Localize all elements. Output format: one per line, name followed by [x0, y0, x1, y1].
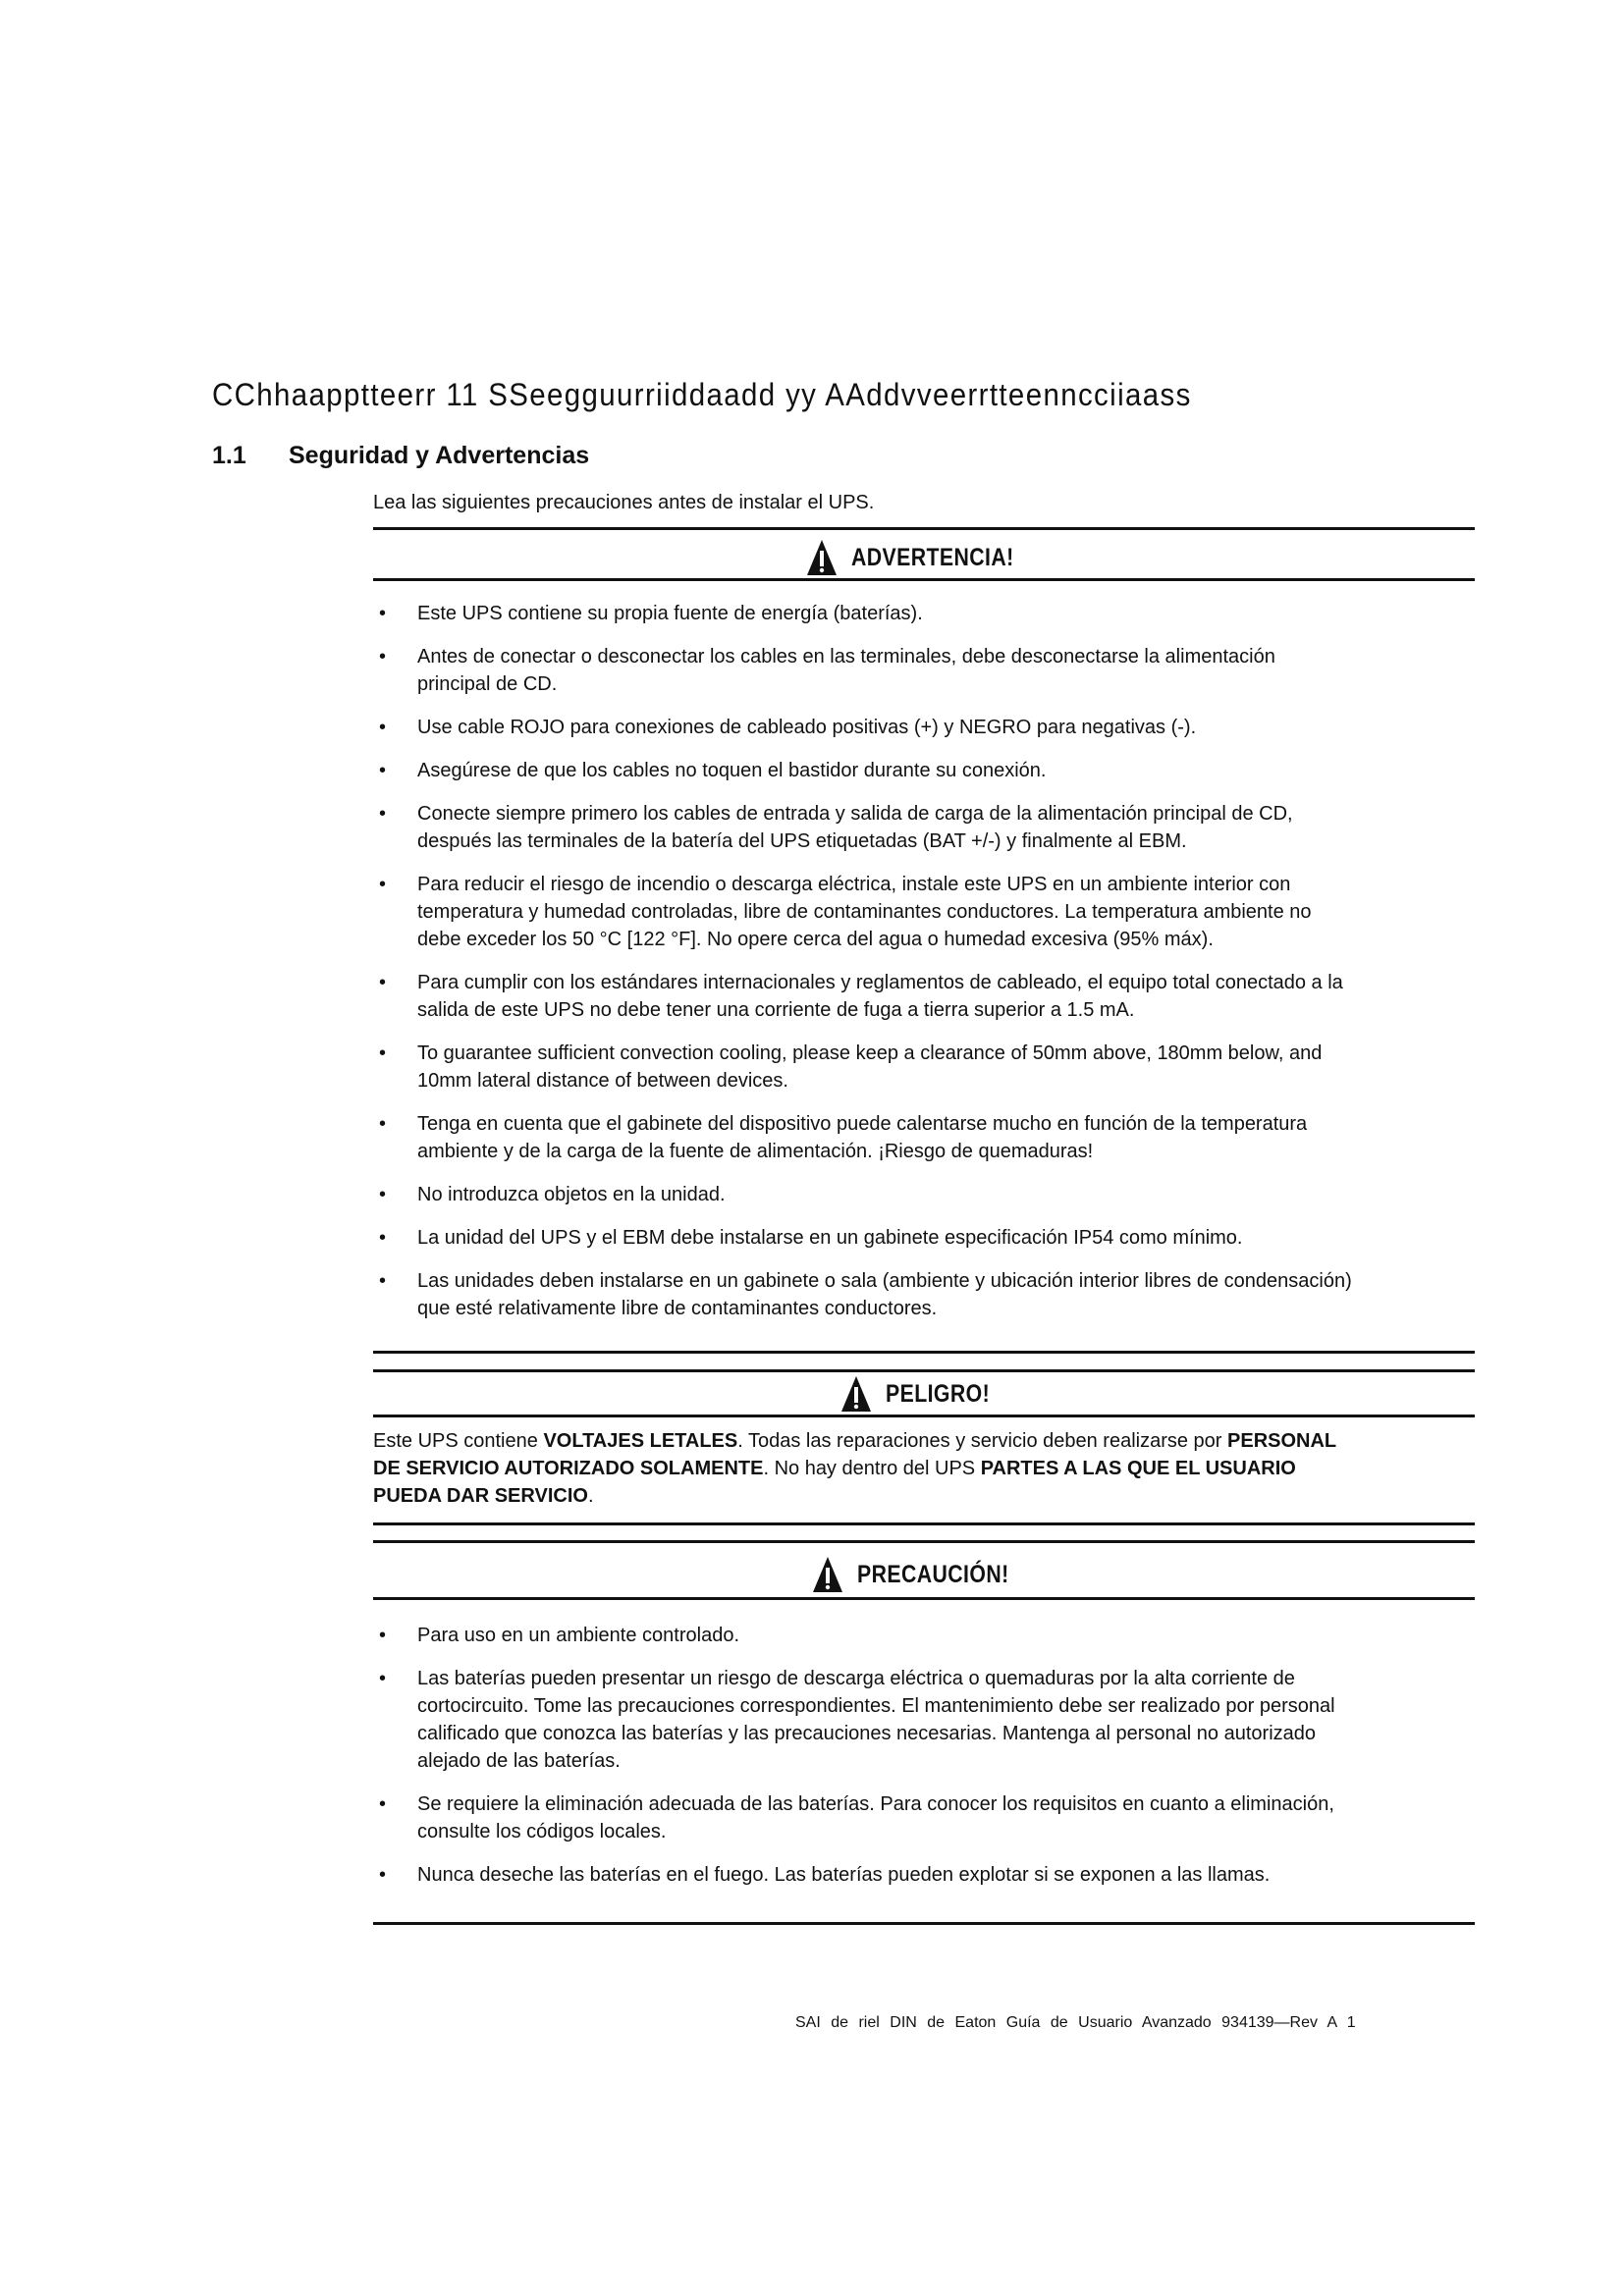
danger-text-line: [373, 1482, 1336, 1510]
danger-text-line: [373, 1455, 1336, 1482]
warning-triangle-icon: [812, 1556, 843, 1593]
page-footer: SAI de riel DIN de Eaton Guía de Usuario Avanzado 934139—Rev A 1: [795, 2014, 1356, 2031]
list-item-line: 10mm lateral distance of between devices.: [417, 1070, 788, 1092]
text-segment: Este UPS contiene: [373, 1430, 544, 1452]
list-item: [373, 800, 1475, 855]
text-segment: .: [587, 1485, 594, 1507]
list-item-line: después las terminales de la batería del UPS etiquetadas (BAT +/-) y finalmente al EBM.: [417, 830, 1187, 852]
list-item-line: Use cable ROJO para conexiones de cableado positivas (+) y NEGRO para negativas (-).: [417, 717, 1197, 738]
list-item-line: Este UPS contiene su propia fuente de energía (baterías).: [417, 603, 923, 624]
caution-banner: [373, 1555, 1475, 1594]
list-item: [373, 969, 1475, 1024]
list-item-line: Las unidades deben instalarse en un gabinete o sala (ambiente y ubicación interior libres de condensación): [417, 1270, 1352, 1292]
list-item-line: consulte los códigos locales.: [417, 1821, 667, 1842]
list-item-line: Antes de conectar o desconectar los cables en las terminales, debe desconectarse la alimentación: [417, 646, 1275, 667]
list-item-line: debe exceder los 50 °C [122 °F]. No opere cerca del agua o humedad excesiva (95% máx).: [417, 929, 1214, 950]
bullet-icon: •: [379, 874, 387, 895]
list-item: [373, 757, 1475, 784]
list-item-line: Para uso en un ambiente controlado.: [417, 1625, 739, 1646]
divider: [373, 527, 1475, 530]
list-item-line: Para cumplir con los estándares internacionales y reglamentos de cableado, el equipo total conectado a la: [417, 972, 1343, 993]
bullet-icon: •: [379, 972, 387, 993]
divider: [373, 1415, 1475, 1417]
warning-banner: [373, 538, 1475, 577]
list-item: [373, 1622, 1475, 1649]
list-item-line: calificado que conozca las baterías y las precauciones necesarias. Mantenga al personal no autorizado: [417, 1723, 1316, 1744]
emphasis-text: DE SERVICIO AUTORIZADO SOLAMENTE: [373, 1458, 764, 1479]
list-item: [373, 1181, 1475, 1208]
list-item-line: Se requiere la eliminación adecuada de las baterías. Para conocer los requisitos en cuanto a eliminación,: [417, 1793, 1334, 1815]
bullet-icon: •: [379, 1113, 387, 1135]
warning-triangle-icon: [840, 1375, 872, 1413]
list-item-line: Las baterías pueden presentar un riesgo de descarga eléctrica o quemaduras por la alta corriente de: [417, 1668, 1295, 1689]
section-title: Seguridad y Advertencias: [289, 442, 590, 469]
list-item-line: principal de CD.: [417, 673, 558, 695]
list-item: [373, 1110, 1475, 1165]
caution-list: [373, 1622, 1475, 1904]
list-item: [373, 1665, 1475, 1775]
section-number: 1.1: [212, 442, 246, 469]
list-item: [373, 643, 1475, 698]
list-item-line: Nunca deseche las baterías en el fuego. Las baterías pueden explotar si se exponen a las llamas.: [417, 1864, 1271, 1886]
list-item-line: Para reducir el riesgo de incendio o descarga eléctrica, instale este UPS en un ambiente interior con: [417, 874, 1291, 895]
bullet-icon: •: [379, 1270, 387, 1292]
caution-label: PRECAUCIÓN!: [857, 1560, 1009, 1588]
bullet-icon: •: [379, 717, 387, 738]
emphasis-text: PERSONAL: [1227, 1430, 1337, 1452]
emphasis-text: PUEDA DAR SERVICIO: [373, 1485, 588, 1507]
divider: [373, 578, 1475, 581]
danger-label: PELIGRO!: [885, 1379, 990, 1408]
bullet-icon: •: [379, 646, 387, 667]
list-item-line: La unidad del UPS y el EBM debe instalarse en un gabinete especificación IP54 como mínimo.: [417, 1227, 1243, 1249]
emphasis-text: VOLTAJES LETALES: [543, 1430, 738, 1452]
bullet-icon: •: [379, 1227, 387, 1249]
list-item-line: temperatura y humedad controladas, libre de contaminantes conductores. La temperatura ambiente no: [417, 901, 1312, 923]
list-item-line: Conecte siempre primero los cables de entrada y salida de carga de la alimentación principal de CD,: [417, 803, 1293, 825]
list-item-line: alejado de las baterías.: [417, 1750, 621, 1772]
danger-banner: [373, 1374, 1475, 1414]
divider: [373, 1522, 1475, 1525]
list-item: [373, 871, 1475, 953]
list-item-line: cortocircuito. Tome las precauciones correspondientes. El mantenimiento debe ser realizado por personal: [417, 1695, 1335, 1717]
intro-text: Lea las siguientes precauciones antes de instalar el UPS.: [373, 492, 875, 513]
text-segment: . Todas las reparaciones y servicio deben realizarse por: [737, 1430, 1228, 1452]
bullet-icon: •: [379, 603, 387, 624]
divider: [373, 1540, 1475, 1543]
chapter-title: CChhaapptteerr 11 SSeegguurriiddaadd yy AAddvveerrtteenncciiaass: [212, 377, 1192, 412]
danger-text: [373, 1427, 1336, 1510]
list-item: [373, 600, 1475, 627]
list-item-line: Tenga en cuenta que el gabinete del dispositivo puede calentarse mucho en función de la temperatura: [417, 1113, 1308, 1135]
bullet-icon: •: [379, 1864, 387, 1886]
bullet-icon: •: [379, 803, 387, 825]
list-item-line: No introduzca objetos en la unidad.: [417, 1184, 726, 1205]
list-item: [373, 1224, 1475, 1252]
list-item: [373, 1040, 1475, 1095]
list-item: [373, 1790, 1475, 1845]
section-heading: [212, 442, 589, 470]
bullet-icon: •: [379, 1184, 387, 1205]
danger-text-line: [373, 1427, 1336, 1455]
warning-label: ADVERTENCIA!: [850, 543, 1014, 571]
list-item-line: Asegúrese de que los cables no toquen el bastidor durante su conexión.: [417, 760, 1047, 781]
list-item-line: que esté relativamente libre de contaminantes conductores.: [417, 1298, 938, 1319]
list-item: [373, 1861, 1475, 1889]
divider: [373, 1351, 1475, 1354]
warning-list: [373, 600, 1475, 1338]
list-item-line: ambiente y de la carga de la fuente de alimentación. ¡Riesgo de quemaduras!: [417, 1141, 1094, 1162]
list-item: [373, 1267, 1475, 1322]
bullet-icon: •: [379, 1042, 387, 1064]
divider: [373, 1597, 1475, 1600]
text-segment: . No hay dentro del UPS: [763, 1458, 981, 1479]
warning-triangle-icon: [806, 539, 838, 576]
emphasis-text: PARTES A LAS QUE EL USUARIO: [980, 1458, 1296, 1479]
divider: [373, 1922, 1475, 1925]
list-item-line: salida de este UPS no debe tener una corriente de fuga a tierra superior a 1.5 mA.: [417, 999, 1135, 1021]
list-item: [373, 714, 1475, 741]
bullet-icon: •: [379, 1793, 387, 1815]
bullet-icon: •: [379, 1668, 387, 1689]
list-item-line: To guarantee sufficient convection cooling, please keep a clearance of 50mm above, 180mm below, and: [417, 1042, 1323, 1064]
bullet-icon: •: [379, 760, 387, 781]
bullet-icon: •: [379, 1625, 387, 1646]
divider: [373, 1369, 1475, 1372]
